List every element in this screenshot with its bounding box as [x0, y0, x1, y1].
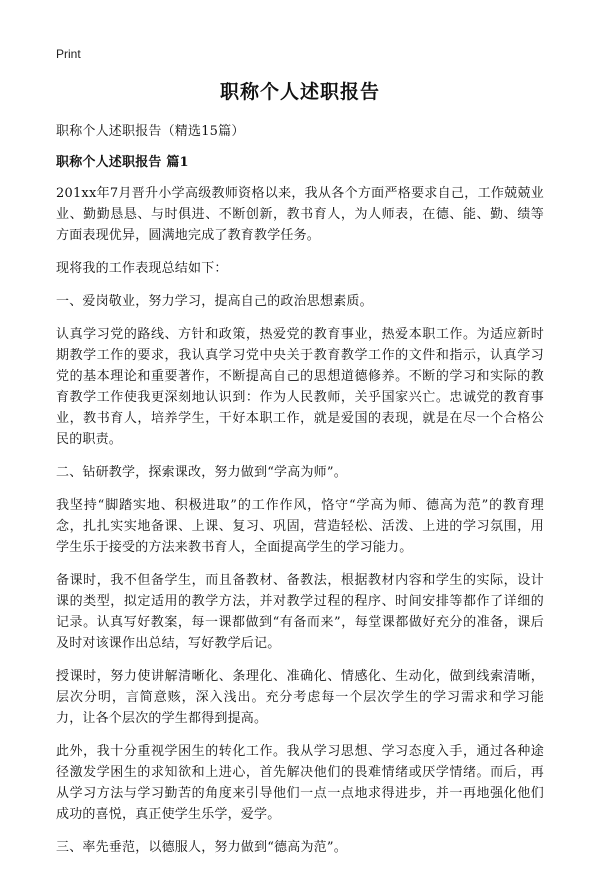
document-subtitle: 职称个人述职报告（精选15篇）: [56, 124, 245, 139]
paragraph-6: 我坚持“脚踏实地、积极进取”的工作作风，恪守“学高为师、德高为范”的教育理念，扎扎实实地备课、上课、复习、巩固，营造轻松、活泼、上进的学习氛围，用学生乐于接受的方法来教书育人，全面提高学生的学习能力。: [56, 498, 544, 555]
paragraph-4: 认真学习党的路线、方针和政策，热爱党的教育事业，热爱本职工作。为适应新时期教学工作的要求，我认真学习党中央关于教育教学工作的文件和指示，认真学习党的基本理论和重要著作，不断提高自己的思想道德修养。不断的学习和实际的教育教学工作使我更深刻地认识到：作为人民教师，关乎国家兴亡。忠诚党的教育事业，教书育人，培养学生，干好本职工作，就是爱国的表现，就是在尽一个合格公民的职责。: [56, 327, 544, 447]
paragraph-1: 201xx年7月晋升小学高级教师资格以来，我从各个方面严格要求自己，工作兢兢业业、勤勤恳恳、与时俱进、不断创新，教书育人，为人师表，在德、能、勤、绩等方面表现优异，圆满地完成了教育教学任务。: [56, 186, 544, 243]
document-body: [56, 121, 544, 870]
paragraph-3: 一、爱岗敬业，努力学习，提高自己的政治思想素质。: [56, 294, 373, 309]
paragraph-8: 授课时，努力使讲解清晰化、条理化、准确化、情感化、生动化，做到线索清晰，层次分明，言简意赅，深入浅出。充分考虑每一个层次学生的学习需求和学习能力，让各个层次的学生都得到提高。: [56, 669, 544, 726]
section-heading: 职称个人述职报告 篇1: [56, 155, 189, 170]
paragraph-7: 备课时，我不但备学生，而且备教材、备教法，根据教材内容和学生的实际，设计课的类型，拟定适用的教学方法，并对教学过程的程序、时间安排等都作了详细的记录。认真写好教案，每一课都做到“有备而来”，每堂课都做好充分的准备，课后及时对该课作出总结，写好教学后记。: [56, 573, 544, 651]
paragraph-2: 现将我的工作表现总结如下：: [56, 261, 228, 276]
paragraph-9: 此外，我十分重视学困生的转化工作。我从学习思想、学习态度入手，通过各种途径激发学困生的求知欲和上进心，首先解决他们的畏难情绪或厌学情绪。而后，再从学习方法与学习勤苦的角度来引导他们一点一点地求得进步，并一再地强化他们成功的喜悦，真正使学生乐学，爱学。: [56, 744, 544, 822]
page-title: 职称个人述职报告: [219, 81, 380, 103]
paragraph-5: 二、钻研教学，探索课改，努力做到“学高为师”。: [56, 465, 347, 480]
print-link[interactable]: Print: [56, 47, 81, 61]
paragraph-10: 三、率先垂范，以德服人，努力做到“德高为范”。: [56, 840, 347, 855]
